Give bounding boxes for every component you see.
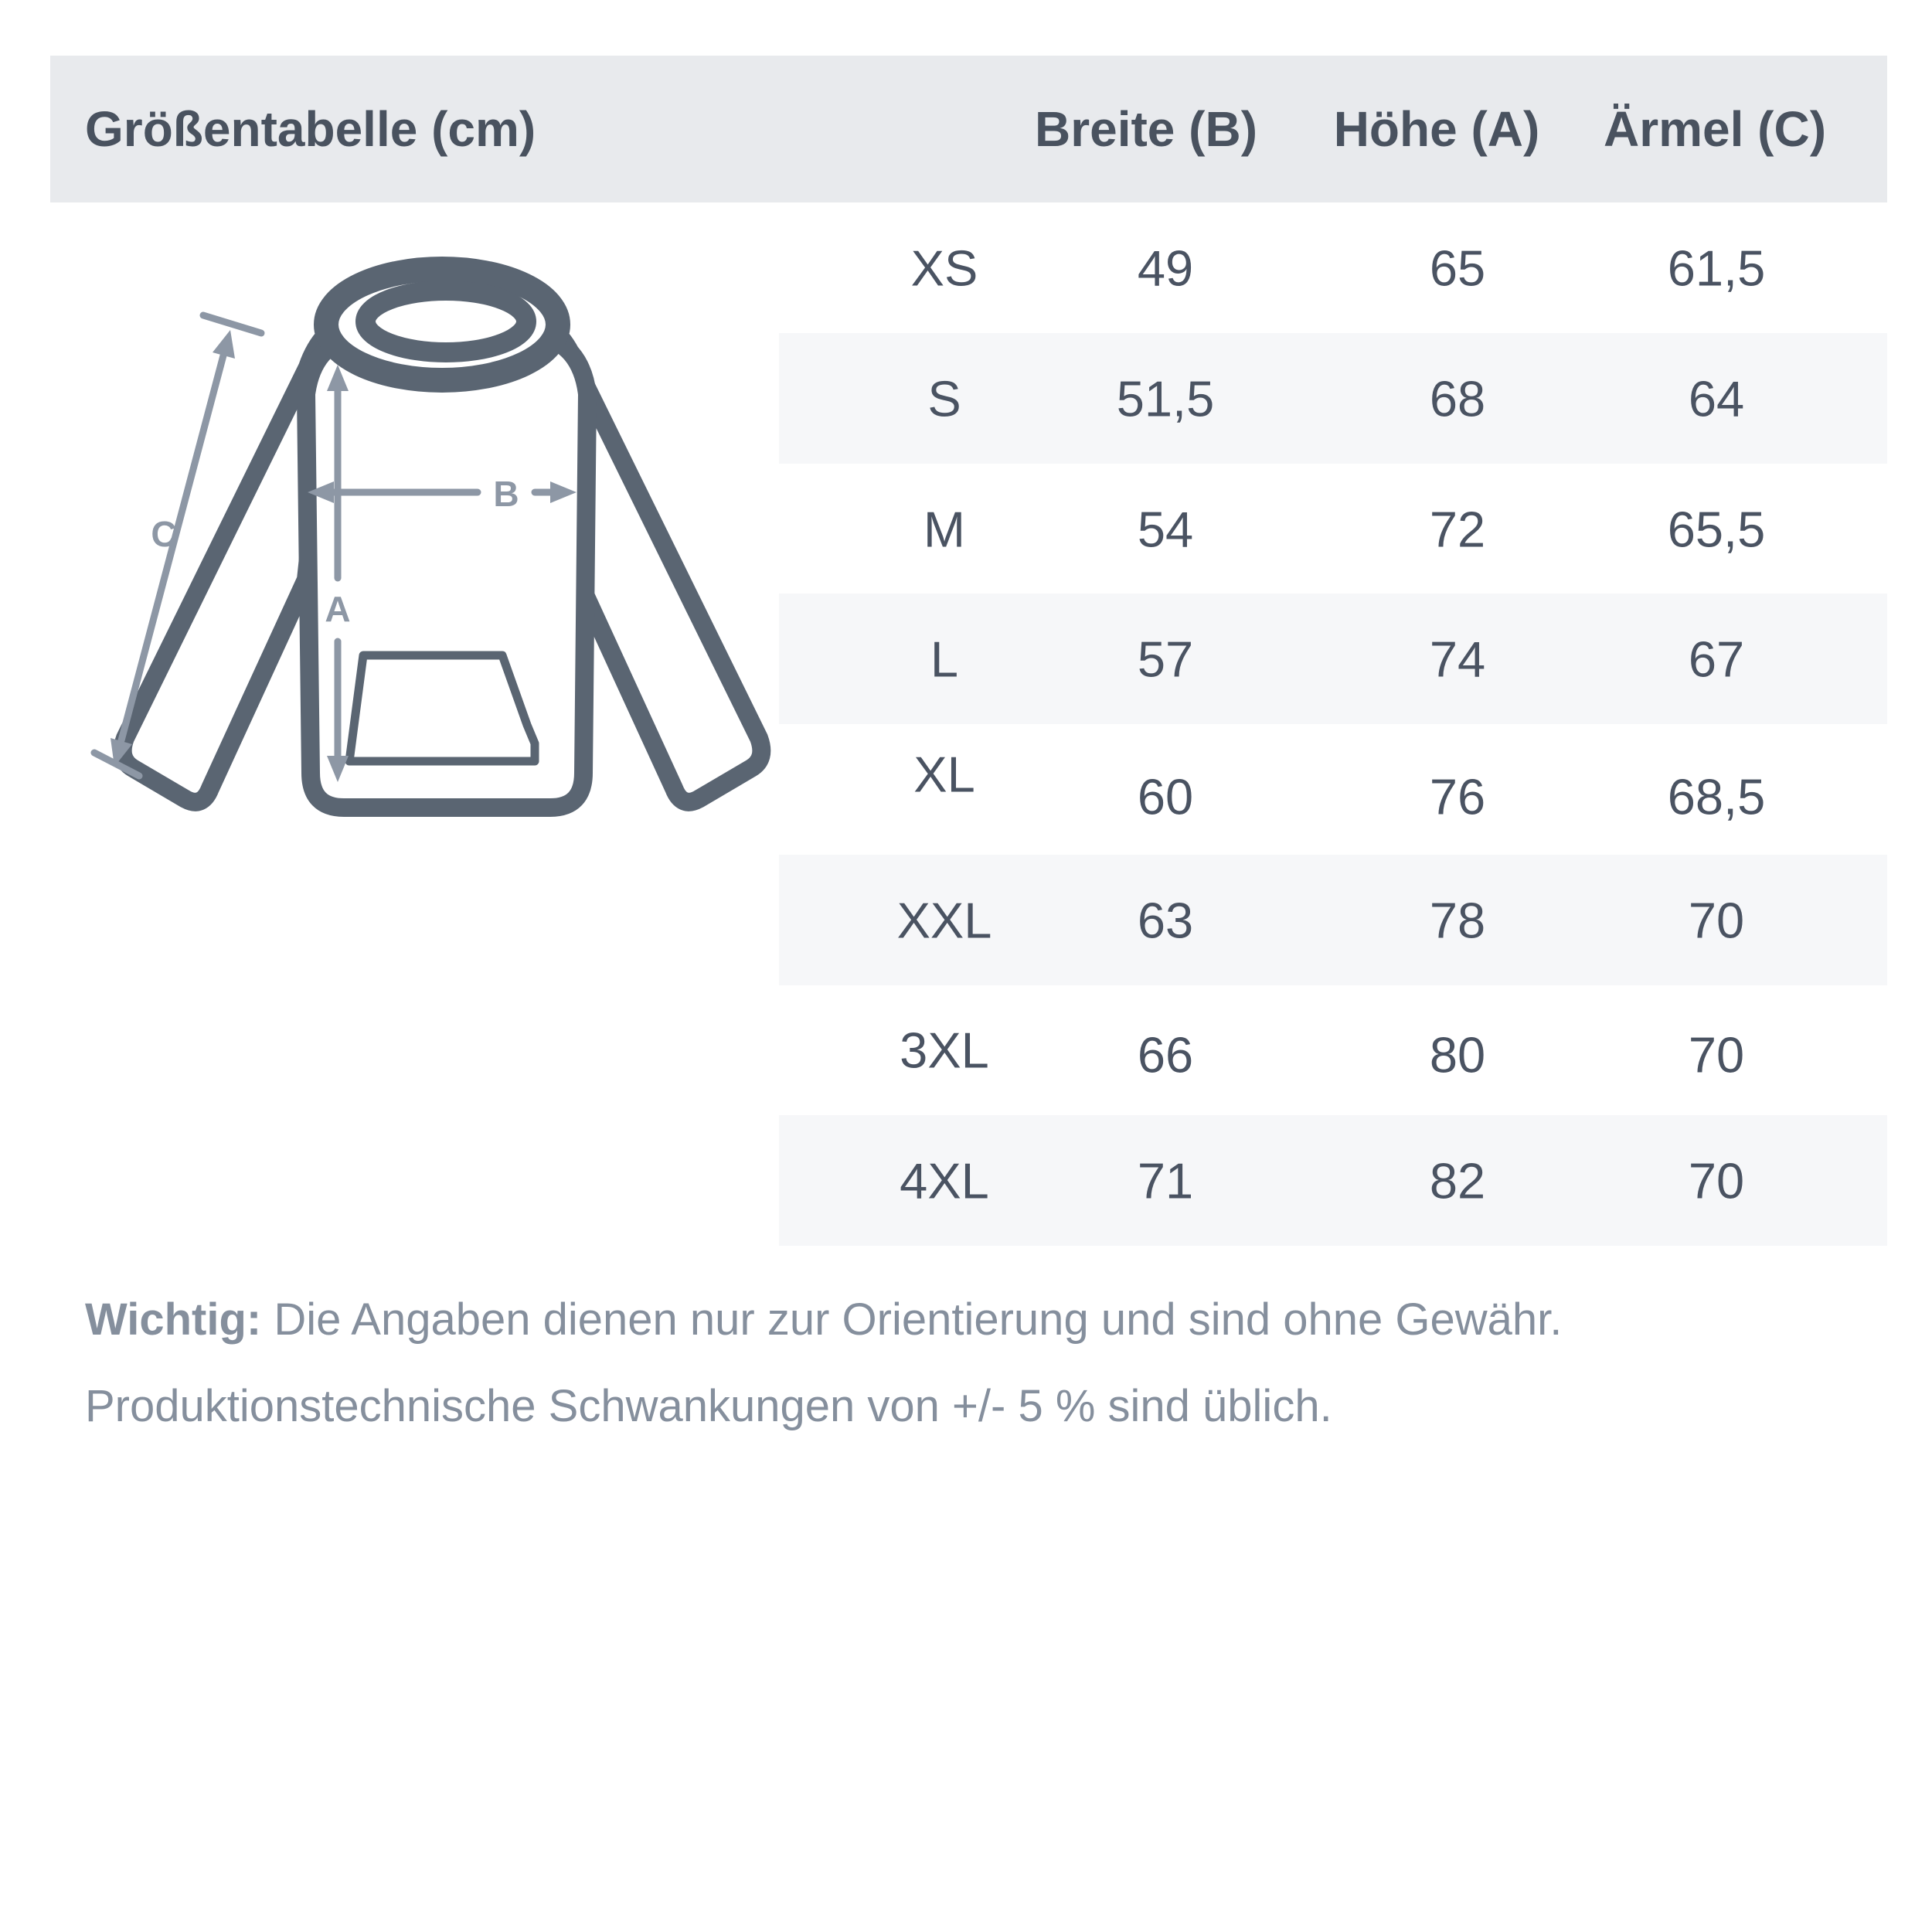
page-title: Größentabelle (cm): [85, 101, 536, 157]
table-row: [779, 724, 1887, 855]
disclaimer-note: [85, 1277, 1862, 1450]
column-header-aermel: Ärmel (C): [1603, 101, 1827, 157]
breite-value: 51,5: [1116, 370, 1215, 427]
disclaimer-text: Die Angaben dienen nur zur Orientierung und sind ohne Gewähr.: [261, 1294, 1563, 1345]
breite-value: 71: [1137, 1152, 1194, 1209]
table-row: [779, 464, 1887, 594]
breite-value: 57: [1137, 631, 1194, 687]
size-label: S: [927, 370, 961, 427]
table-row: [779, 202, 1887, 333]
size-label: 3XL: [900, 1022, 989, 1078]
table-row: [779, 1115, 1887, 1246]
aermel-value: 70: [1688, 892, 1745, 948]
disclaimer-bold-label: Wichtig:: [85, 1294, 262, 1345]
breite-value: 49: [1137, 240, 1194, 296]
hoehe-value: 68: [1429, 370, 1486, 427]
column-header-breite: Breite (B): [1034, 101, 1258, 157]
hoehe-value: 78: [1429, 892, 1486, 948]
hoehe-value: 82: [1429, 1152, 1486, 1209]
size-label: L: [930, 631, 959, 687]
label-c: C: [151, 514, 177, 554]
table-row: [779, 855, 1887, 985]
aermel-value: 70: [1688, 1152, 1745, 1209]
breite-value: 60: [1137, 768, 1194, 825]
aermel-value: 65,5: [1667, 501, 1766, 557]
label-a: A: [325, 589, 351, 629]
hoehe-value: 65: [1429, 240, 1486, 296]
aermel-value: 64: [1688, 370, 1745, 427]
aermel-value: 61,5: [1667, 240, 1766, 296]
breite-value: 63: [1137, 892, 1194, 948]
disclaimer-line-2: Produktionstechnische Schwankungen von +/- 5 % sind üblich.: [85, 1381, 1332, 1431]
hoehe-value: 80: [1429, 1026, 1486, 1083]
size-label: XS: [910, 240, 978, 296]
hoehe-value: 74: [1429, 631, 1486, 687]
column-header-hoehe: Höhe (A): [1333, 101, 1540, 157]
aermel-value: 70: [1688, 1026, 1745, 1083]
aermel-value: 68,5: [1667, 768, 1766, 825]
table-row: [779, 333, 1887, 464]
table-row: [779, 985, 1887, 1115]
hoehe-value: 76: [1429, 768, 1486, 825]
hoodie-measurement-diagram: [46, 216, 781, 912]
label-b: B: [493, 474, 519, 514]
aermel-value: 67: [1688, 631, 1745, 687]
breite-value: 54: [1137, 501, 1194, 557]
hoodie-body-icon: [306, 334, 587, 808]
size-label: XL: [913, 746, 975, 802]
size-label: XXL: [896, 892, 992, 948]
breite-value: 66: [1137, 1026, 1194, 1083]
size-label: 4XL: [900, 1152, 989, 1209]
table-header: [50, 56, 1887, 202]
hoehe-value: 72: [1429, 501, 1486, 557]
table-row: [779, 594, 1887, 724]
disclaimer-line-1: [85, 1277, 1862, 1363]
size-label: M: [923, 501, 966, 557]
